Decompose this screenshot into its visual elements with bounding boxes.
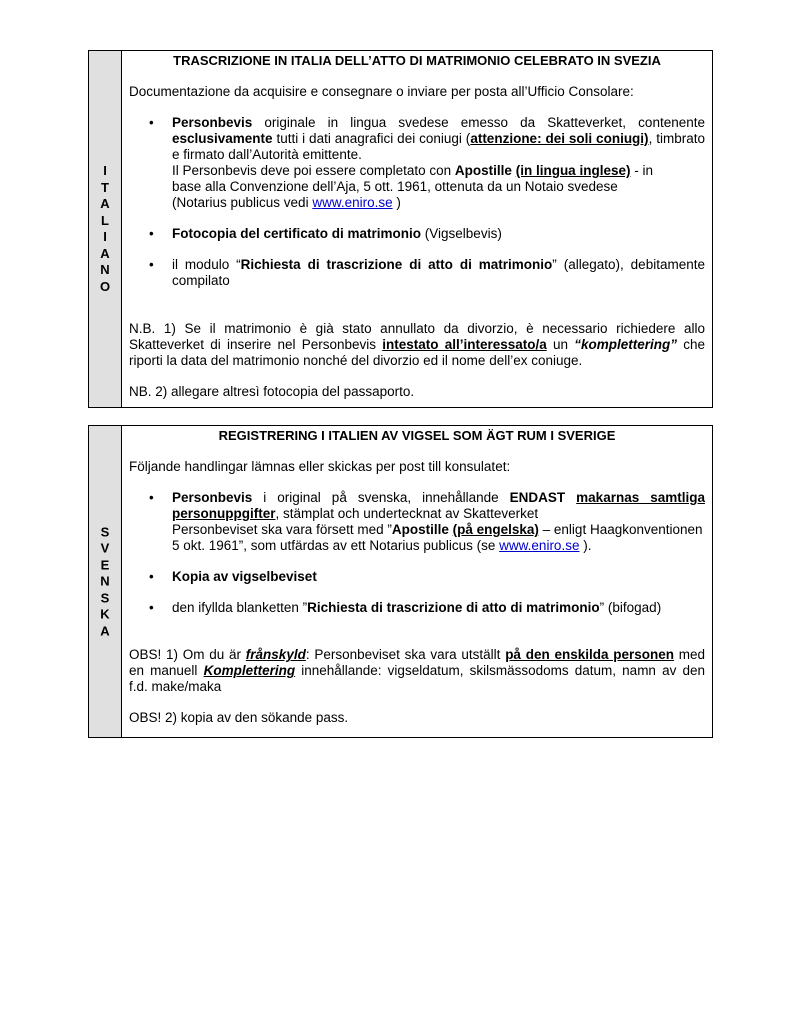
list-item-text (172, 257, 705, 289)
text-run: ) (392, 195, 401, 210)
text-run: il modulo “ (172, 257, 241, 272)
text-run: Kopia av vigselbeviset (172, 569, 317, 584)
italian-section (88, 50, 713, 408)
side-letter: S (100, 523, 110, 539)
swedish-title: REGISTRERING I ITALIEN AV VIGSEL SOM ÄGT RUM I SVERIGE (218, 428, 616, 443)
bullet-icon: • (149, 257, 154, 272)
side-letter: S (100, 589, 110, 605)
italian-note-2: NB. 2) allegare altresì fotocopia del passaporto. (129, 384, 415, 399)
text-run: ” (allegato), debitamente compilato (172, 257, 705, 288)
swedish-side-bar (89, 426, 122, 737)
list-item-text (172, 490, 705, 522)
swedish-note-1 (129, 647, 705, 695)
bullet-icon: • (149, 226, 154, 241)
text-run: frånskyld (245, 647, 306, 662)
text-run: attenzione: dei soli coniugi) (470, 131, 649, 146)
text-run: makarnas samtliga personuppgifter (172, 490, 705, 521)
side-letter: I (103, 229, 107, 244)
text-run: ENDAST (509, 490, 566, 505)
text-run: (Vigselbevis) (421, 226, 502, 241)
text-run: tutti i dati anagrafici dei coniugi ( (272, 131, 471, 146)
side-letter: A (100, 245, 110, 261)
side-letter: L (101, 212, 109, 228)
italian-note-1 (129, 321, 705, 369)
side-letter: T (101, 179, 109, 195)
text-run: Richiesta di trascrizione di atto di matrimonio (307, 600, 600, 615)
side-letter: N (100, 262, 110, 277)
text-run: originale in lingua svedese emesso da Skatteverket, contenente (252, 115, 705, 130)
text-run: OBS! 1) Om du är (129, 647, 246, 662)
list-item-text (172, 163, 705, 211)
text-run: i original på svenska, innehållande (252, 490, 510, 505)
list-item (129, 115, 705, 211)
list-item (129, 257, 705, 289)
text-run: Fotocopia del certificato di matrimonio (172, 226, 422, 241)
italian-content (122, 51, 712, 407)
side-letter: N (100, 573, 110, 589)
text-run: Apostille (391, 522, 449, 537)
swedish-note-2: OBS! 2) kopia av den sökande pass. (129, 710, 349, 725)
text-run: esclusivamente (172, 131, 273, 146)
text-run: (in lingua inglese) (515, 163, 631, 178)
italian-doc-list (129, 115, 705, 289)
text-run: på den enskilda personen (505, 647, 674, 662)
swedish-doc-list (129, 490, 705, 616)
text-run: – enligt Haagkonventionen 5 okt. 1961”, som utfärdas av ett Notarius publicus (se (172, 522, 703, 553)
list-item (129, 569, 705, 585)
bullet-icon: • (149, 115, 154, 130)
text-run: un (546, 337, 575, 352)
text-run: Richiesta di trascrizione di atto di matrimonio (240, 257, 553, 272)
text-run: che riporti la data del matrimonio nonché del divorzio ed il nome dell’ex coniuge. (129, 337, 705, 368)
text-run: N.B. 1) Se il matrimonio è già stato annullato da divorzio, è necessario richiedere allo Skatteverket di inserire nel Personbevis (129, 321, 705, 352)
text-run: Apostille (454, 163, 512, 178)
swedish-side-label (89, 524, 121, 640)
bullet-icon: • (149, 490, 154, 505)
list-item (129, 490, 705, 554)
eniro-link[interactable]: www.eniro.se (499, 538, 580, 553)
list-item (129, 600, 705, 616)
text-run: : Personbeviset ska vara utställt (305, 647, 506, 662)
text-run: ). (579, 538, 592, 553)
list-item-text (172, 522, 705, 554)
side-letter: E (100, 556, 110, 572)
text-run: ” (bifogad) (599, 600, 662, 615)
italian-intro: Documentazione da acquisire e consegnare o inviare per posta all’Ufficio Consolare: (129, 84, 634, 99)
text-run: innehållande: vigseldatum, skilsmässodoms datum, namn av den f.d. make/maka (129, 663, 705, 694)
text-run: , timbrato e firmato dall’Autorità emittente. (172, 131, 705, 162)
side-letter: A (100, 622, 110, 638)
swedish-intro: Följande handlingar lämnas eller skickas per post till konsulatet: (129, 459, 511, 474)
text-run: , stämplat och undertecknat av Skatteverket (275, 506, 539, 521)
text-run: Il Personbevis deve poi essere completato con (172, 163, 455, 178)
side-letter: I (103, 163, 107, 178)
bullet-icon: • (149, 600, 154, 615)
side-letter: A (100, 196, 110, 211)
list-item-text (172, 115, 705, 163)
text-run: Personbeviset ska vara försett med ” (172, 522, 392, 537)
italian-side-bar (89, 51, 122, 407)
text-run: “komplettering” (574, 337, 677, 352)
text-run: den ifyllda blanketten ” (172, 600, 308, 615)
eniro-link[interactable]: www.eniro.se (312, 195, 393, 210)
swedish-section (88, 425, 713, 738)
side-letter: K (100, 606, 110, 622)
text-run: (på engelska) (452, 522, 539, 537)
text-run: Personbevis (172, 115, 253, 130)
text-run: med en manuell (129, 647, 706, 678)
side-letter: O (99, 278, 111, 294)
side-letter: V (100, 540, 110, 556)
text-run (565, 490, 576, 505)
text-run: - in base alla Convenzione dell’Aja, 5 ott. 1961, ottenuta da un Notaio svedese (Notarius publicus vedi (172, 163, 653, 210)
text-run: Personbevis (172, 490, 253, 505)
text-run: intestato all’interessato/a (382, 337, 547, 352)
italian-side-label (89, 163, 121, 295)
list-item (129, 226, 705, 242)
bullet-icon: • (149, 569, 154, 584)
italian-title: TRASCRIZIONE IN ITALIA DELL’ATTO DI MATRIMONIO CELEBRATO IN SVEZIA (173, 53, 661, 68)
text-run: Komplettering (203, 663, 296, 678)
swedish-content (122, 426, 712, 737)
